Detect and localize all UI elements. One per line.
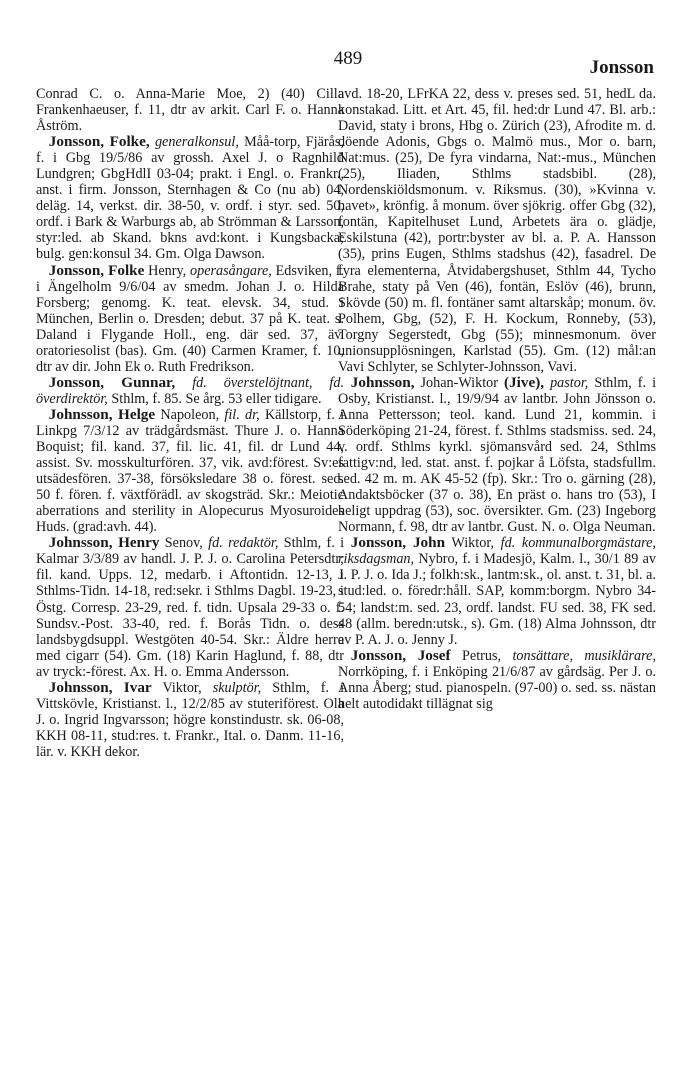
entry-text: Nybro, f. i Madesjö, Kalm. l., 30/1 89 av J. P. J. o. Ida J.; folkh:sk., lantm:sk., ol. anst. t. 31, bl. a. stud:led. o. föredr:håll. SAP, komm:borgm. Nybro 34-54; landst:m. sed. 23, ordf. landst. FU sed. 38, FK sed. 48 (allm. beredn:utsk., s). Gm. (18) Alma Johnsson, dtr av P. A. J. o. Jenny J. [338, 551, 657, 648]
page-number: 489 [333, 48, 363, 69]
entry-name: Johnsson, Ivar [48, 678, 152, 696]
entry-title: operasångare, [190, 262, 272, 279]
entry-text: Sthlm, f. i Osby, Kristianst. l., 19/9/94 av lantbr. John Jönsson o. Anna Pettersson; teol. kand. Lund 21, kommin. i Söderköping 21-24, förest. f. Sthlms stadsmiss. sed. 24, v. ordf. Sthlms kyrkl. sjömansvård sed. 24, Sthlms fattigv:nd, led. stat. anst. f. pojkar å Löfsta, stadsfullm. sed. 42 m. m. AK 45-52 (fp). Skr.: Tro o. gärning (28), Andaktsböcker (37 o. 38), En präst o. hans tro (53), I heligt uppdrag (53), soc. översikter. Gm. (23) Ingeborg Normann, f. 98, dtr av lantbr. Gust. N. o. Olga Neuman. [338, 374, 657, 536]
entry-name-rest: Viktor, [162, 679, 202, 696]
entry-name-rest: Napoleon, [160, 406, 220, 423]
entry-name-rest: Petrus, [462, 647, 502, 664]
entry-title: fd. redaktör, [208, 535, 279, 552]
entry-title: fd. överstelöjtnant, fd. överdirektör, [36, 374, 345, 407]
entry-johnsson-johan-wiktor [338, 375, 656, 535]
entry-title: fil. dr, [224, 406, 260, 423]
entry-jonsson-josef [338, 648, 656, 712]
left-column [36, 86, 344, 760]
entry-name-rest: Henry, [148, 262, 187, 279]
entry-title: fd. kommunalborgmästare, riksdagsman, [338, 535, 657, 568]
entry-name: Jonsson, Gunnar, [48, 373, 176, 391]
entry-name: Johnsson, [350, 373, 415, 391]
entry-name: Johnsson, Helge [48, 405, 156, 423]
entry-text: Conrad C. o. Anna-Marie Moe, 2) (40) Cilla Frankenhaeuser, f. 11, dtr av arkit. Carl F. o. Hanna Åström. [36, 86, 344, 135]
right-column [338, 86, 656, 712]
entry-continuation [338, 86, 656, 375]
entry-name-rest: Senov, [164, 535, 203, 552]
entry-name-nickname: (Jive), [504, 373, 545, 391]
entry-name: Johnsson, Henry [48, 534, 160, 552]
entry-text: Källstorp, f. i Linkpg 7/3/12 av trädgårdsmäst. Thure J. o. Hanna Boquist; fil. kand. 37, fil. lic. 41, fil. dr Lund 44, assist. Sv. mosskulturfören. 37, vik. avd:förest. Sv:es utsädesfören. 37-38, försöksledare 38 o. förest. sed. 50 f. fören. f. växtförädl. av skogsträd. Skr.: Meiotic aberrations and sterility in Alopecurus Myosuroides Huds. (grad:avh. 44). [36, 406, 345, 536]
entry-name-rest: Wiktor, [451, 535, 495, 552]
entry-name: Jonsson, Folke, [48, 133, 150, 151]
entry-jonsson-gunnar [36, 375, 344, 407]
entry-jonsson-folke-henry [36, 263, 344, 375]
entry-jonsson-john [338, 535, 656, 647]
entry-text: Sthlm, f. i Vittskövle, Kristianst. l., 12/2/85 av stuteriförest. Ola J. o. Ingrid Ingvarsson; högre konstindustr. sk. 06-08, KKH 08-11, stud:res. t. Frankr., Ital. o. Danm. 11-16, lär. v. KKH dekor. [36, 679, 345, 760]
running-head: Jonsson [589, 57, 654, 78]
entry-text: avd. 18-20, LFrKA 22, dess v. preses sed. 51, hedL da. konstakad. Litt. et Art. 45, fil. hed:dr Lund 47. Bl. arb.: David, staty i brons, Hbg o. Zürich (23), Afrodite m. d. döende Adonis, Gbgs o. Malmö mus., Mor o. barn, Nat:mus. (25), De fyra vindarna, Nat:-mus., München (25), Iliaden, Sthlms stadsbibl. (28), Nordenskiöldsmonum. v. Riksmus. (30), »Kvinna v. havet», krönfig. å monum. över sjökrig. offer Gbg (32), fontän, Kapitelhuset Lund, Arbetets ära o. glädje, Eskilstuna (42), portr:byster av bl. a. P. A. Hansson (35), prins Eugen, Sthlms stadshus (42), fasadrel. De fyra elementerna, Åtvidabergshuset, Sthlm 44, Tycho Brahe, staty på Ven (46), fontän, Eslöv (46), brunn, Skövde (50) m. fl. fontäner samt altarskåp; monum. öv. Polhem, Gbg, (52), F. H. Kockum, Ronneby, (53), Torgny Segerstedt, Gbg (55); minnesmonum. över unionsupplösningen, Karlstad (55). Gm. (12) mål:an Vavi Schlyter, se Schlyter-Johnsson, Vavi. [338, 86, 656, 375]
entry-johnsson-ivar [36, 680, 344, 760]
entry-johnsson-helge [36, 407, 344, 535]
entry-text: Sthlm, f. 85. Se årg. 53 eller tidigare. [111, 390, 322, 407]
entry-text: Norrköping, f. i Enköping 21/6/87 av gårdsäg. Per J. o. Anna Åberg; stud. pianospeln. (97-00) o. sed. ss. nästan helt autodidakt tillägnat sig [338, 663, 656, 712]
entry-title: pastor, [550, 374, 589, 391]
entry-johnsson-henry [36, 535, 344, 679]
entry-title: skulptör, [212, 679, 262, 696]
entry-text: Måå-torp, Fjärås, f. i Gbg 19/5/86 av grossh. Axel J. o Ragnhild Lundgren; GbgHdlI 03-04; prakt. i Engl. o. Frankr., anst. i firm. Jonsson, Sternhagen & Co (nu ab) 04, deläg. 14, verkst. dir. 38-50, v. ordf. i styr. sed. 50, ordf. i Bark & Warburgs ab, ab Strömman & Larsson, styr:led. ab Skand. bkns avd:kont. i Kungsbacka; bulg. gen:konsul 34. Gm. Olga Dawson. [36, 134, 345, 263]
entry-title: generalkonsul, [154, 134, 239, 151]
entry-title: tonsättare, musiklärare, [512, 647, 656, 664]
entry-jonsson-folke-generalkonsul [36, 134, 344, 262]
entry-continuation [36, 86, 344, 134]
entry-text: Sthlm, f. i Kalmar 3/3/89 av handl. J. P. J. o. Carolina Petersdtr; fil. kand. Upps. 12, medarb. i Aftontidn. 12-13, i Sthlms-Tidn. 14-18, red:sekr. i Sthlms Dagbl. 19-23, i Östg. Corresp. 23-29, red. f. tidn. Upsala 29-33 o. f. Sundsv.-Post. 33-40, red. f. Borås Tidn. o. dess landsbygdsuppl. Westgöten 40-54. Skr.: Äldre herre med cigarr (54). Gm. (18) Karin Haglund, f. 88, dtr av tryck:-förest. Ax. H. o. Emma Andersson. [36, 535, 345, 680]
entry-name: Jonsson, Folke [48, 261, 145, 279]
entry-text: Edsviken, f. i Ängelholm 9/6/04 av smedm. Johan J. o. Hilda Forsberg; genomg. K. teat. elevsk. 34, stud. i München, Berlin o. Dresden; debut. 37 på K. teat. s. Daland i Flygande Holl., eng. där sed. 37, äv. oratoriesolist (bas). Gm. (40) Carmen Kramer, f. 10, dtr av dir. John Ek o. Ruth Fredrikson. [36, 262, 345, 375]
entry-name: Jonsson, Josef [350, 646, 451, 664]
entry-name: Jonsson, John [350, 534, 446, 552]
entry-name-rest: Johan-Wiktor [420, 374, 498, 391]
